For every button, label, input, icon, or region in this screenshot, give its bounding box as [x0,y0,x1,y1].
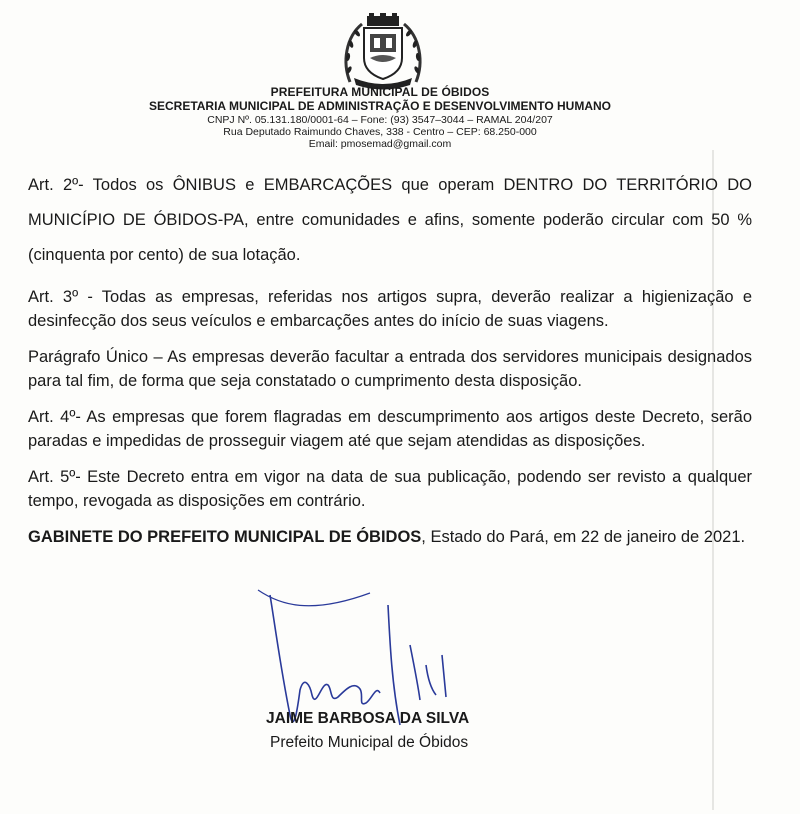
sole-paragraph: Parágrafo Único – As empresas deverão facultar a entrada dos servidores municipais designados para tal fim, de forma que seja constatado o cumprimento desta disposição. [28,348,752,390]
email: Email: pmosemad@gmail.com [308,137,452,150]
closing-date: , Estado do Pará, em 22 de janeiro de 2021. [421,528,746,546]
signatory-role: Prefeito Municipal de Óbidos [270,734,469,751]
article-4: Art. 4º- As empresas que forem flagradas em descumprimento aos artigos deste Decreto, serão paradas e impedidas de prosseguir viagem até que sejam atendidas as disposições. [28,408,752,450]
letterhead [120,86,640,150]
city-hall-title: PREFEITURA MUNICIPAL DE ÓBIDOS [270,85,490,99]
decree-body [28,168,752,549]
article-3: Art. 3º - Todas as empresas, referidas nos artigos supra, deverão realizar a higienização e desinfecção dos seus veículos e embarcações antes do início de suas viagens. [28,288,752,330]
municipal-crest-icon [340,12,426,90]
cnpj-phone: CNPJ Nº. 05.131.180/0001-64 – Fone: (93) 3547–3044 – RAMAL 204/207 [207,113,553,126]
signatory-name: JAIME BARBOSA DA SILVA [266,710,470,727]
article-2: Art. 2º- Todos os ÔNIBUS e EMBARCAÇÕES que operam DENTRO DO TERRITÓRIO DO MUNICÍPIO DE ÓBIDOS-PA, entre comunidades e afins, somente poderão circular com 50 % (cinquenta por cento) de sua lotação. [28,176,752,264]
closing-paragraph [28,525,752,549]
article-5: Art. 5º- Este Decreto entra em vigor na data de sua publicação, podendo ser revisto a qualquer tempo, revogada as disposições em contrário. [28,468,752,510]
address: Rua Deputado Raimundo Chaves, 338 - Centro – CEP: 68.250-000 [223,125,537,138]
secretariat-title: SECRETARIA MUNICIPAL DE ADMINISTRAÇÃO E DESENVOLVIMENTO HUMANO [148,98,612,113]
gabinete-label: GABINETE DO PREFEITO MUNICIPAL DE ÓBIDOS [28,528,422,546]
